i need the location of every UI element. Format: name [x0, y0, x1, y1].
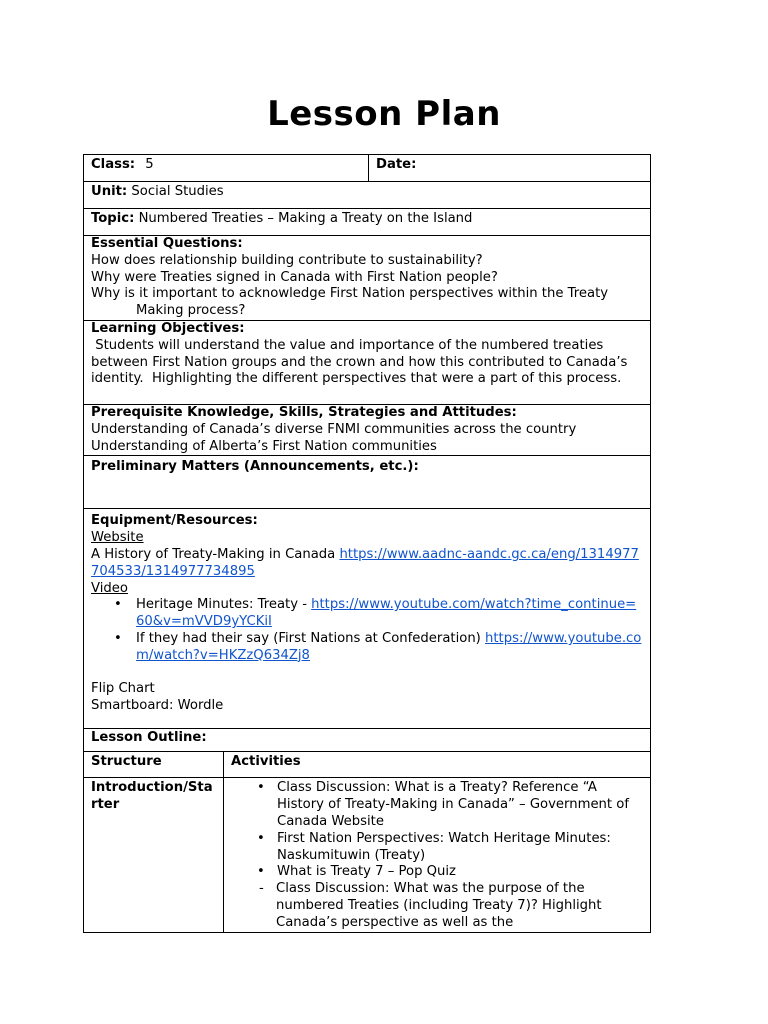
video-item-text: Heritage Minutes: Treaty - [136, 597, 312, 613]
essential-questions-row [84, 236, 651, 321]
sub-activity-item: - Class Discussion: What was the purpose of the numbered Treaties (including Treaty 7)? Highlight Canada’s perspective as well as the [253, 881, 632, 931]
essential-question-3-continued: Making process? [136, 303, 246, 319]
prerequisites-label: Prerequisite Knowledge, Skills, Strategies and Attitudes: [91, 404, 517, 420]
activity-item-text: What is Treaty 7 – Pop Quiz [277, 864, 456, 880]
video-item-text: If they had their say (First Nations at Confederation) [136, 630, 486, 646]
equipment-cell [84, 509, 651, 729]
activity-item: • Class Discussion: What is a Treaty? Reference “A History of Treaty-Making in Canada” – Government of Canada Website [231, 780, 632, 830]
equipment-row [84, 509, 651, 729]
video-list [91, 597, 643, 664]
preliminary-row [84, 456, 651, 509]
page-title: Lesson Plan [267, 94, 501, 134]
learning-objectives-label: Learning Objectives: [91, 320, 245, 336]
prerequisites-cell [84, 404, 651, 455]
topic-value: Numbered Treaties – Making a Treaty on the Island [138, 211, 473, 226]
class-label: Class: [91, 157, 136, 172]
prerequisite-1: Understanding of Canada’s diverse FNMI communities across the country [91, 421, 577, 437]
lesson-outline-label: Lesson Outline: [91, 730, 207, 746]
prerequisites-row [84, 404, 651, 455]
topic-cell [84, 209, 651, 236]
website-resource-text: A History of Treaty-Making in Canada [91, 546, 340, 562]
structure-cell [84, 778, 224, 933]
unit-row [84, 182, 651, 209]
activity-item: • First Nation Perspectives: Watch Heritage Minutes: Naskumituwin (Treaty) [231, 831, 632, 865]
spacer [91, 665, 643, 682]
equipment-item: Flip Chart [91, 681, 155, 697]
outline-header-row [84, 752, 651, 778]
unit-value: Social Studies [131, 184, 224, 199]
date-cell [369, 155, 651, 182]
video-item [91, 597, 643, 631]
learning-objectives-row [84, 320, 651, 404]
website-resource [91, 547, 643, 581]
structure-header: Structure [91, 754, 162, 770]
video-heading: Video [91, 580, 128, 596]
learning-objectives-text: Students will understand the value and importance of the numbered treaties between First Nation groups and the crown and how this contributed to Canada’s identity. Highlighting the different perspectives that were a part of this process. [91, 337, 632, 387]
unit-label: Unit: [91, 184, 128, 199]
website-heading: Website [91, 530, 144, 546]
website-link[interactable]: https://www.aadnc-aandc.gc.ca/eng/1314977704533/1314977734895 [91, 546, 639, 579]
prerequisite-2: Understanding of Alberta’s First Nation communities [91, 438, 437, 454]
outline-row [84, 778, 651, 933]
preliminary-cell [84, 456, 651, 509]
preliminary-label: Preliminary Matters (Announcements, etc.): [91, 459, 419, 475]
activity-item [231, 864, 632, 931]
essential-question-1: How does relationship building contribute to sustainability? [91, 252, 483, 268]
video-item [91, 631, 643, 665]
date-label: Date: [376, 157, 417, 172]
topic-row [84, 209, 651, 236]
equipment-item: Smartboard: Wordle [91, 698, 224, 714]
topic-label: Topic: [91, 211, 135, 226]
video-link[interactable]: https://www.youtube.com/watch?v=HKZzQ634Zj8 [136, 630, 642, 663]
class-value: 5 [145, 157, 154, 172]
lesson-outline-cell [84, 729, 651, 752]
essential-question-2: Why were Treaties signed in Canada with First Nation people? [91, 269, 498, 285]
essential-question-3: Why is it important to acknowledge First Nation perspectives within the Treaty [91, 286, 609, 302]
lesson-plan-table [83, 154, 651, 933]
essential-questions-cell [84, 236, 651, 321]
activities-header-cell [224, 752, 651, 778]
equipment-label: Equipment/Resources: [91, 513, 258, 529]
essential-questions-label: Essential Questions: [91, 236, 243, 251]
activity-list [231, 780, 632, 931]
learning-objectives-cell [84, 320, 651, 404]
unit-cell [84, 182, 651, 209]
structure-header-cell [84, 752, 224, 778]
class-cell [84, 155, 369, 182]
sub-activity-list [253, 881, 632, 931]
activities-cell [224, 778, 651, 933]
video-link[interactable]: https://www.youtube.com/watch?time_continue=60&v=mVVD9yYCKiI [136, 597, 637, 630]
activities-header: Activities [231, 754, 301, 770]
lesson-outline-row [84, 729, 651, 752]
structure-label: Introduction/Starter [91, 780, 213, 813]
class-date-row [84, 155, 651, 182]
